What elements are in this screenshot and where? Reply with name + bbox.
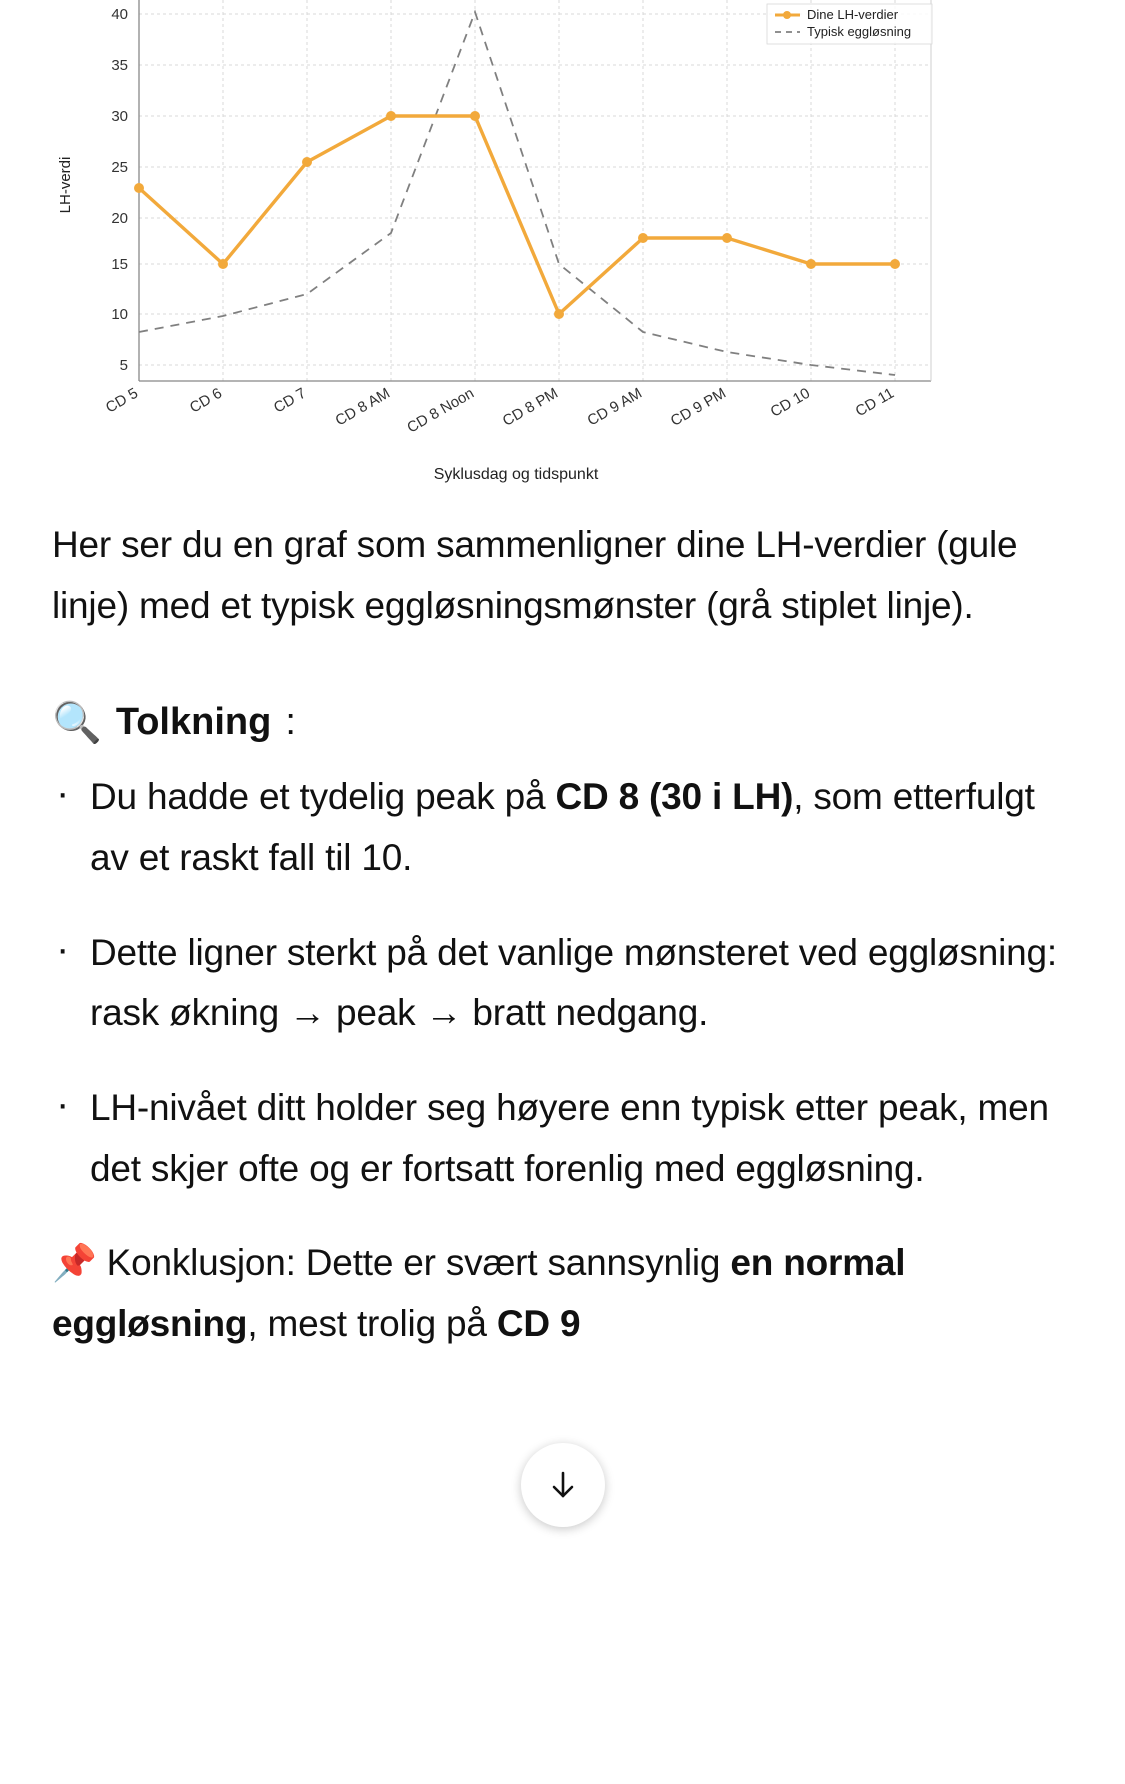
- y-tick-labels: [111, 6, 128, 374]
- x-tick-labels: [103, 385, 897, 437]
- svg-text:CD 10: CD 10: [767, 384, 813, 421]
- svg-text:30: 30: [111, 108, 128, 125]
- bullet-text-strong: CD 8 (30 i LH): [555, 776, 794, 818]
- interpretation-heading-colon: :: [285, 701, 296, 744]
- interpretation-list: [52, 767, 1073, 1199]
- series-user-line: [139, 116, 895, 314]
- svg-text:CD 7: CD 7: [270, 384, 309, 417]
- chart-legend: [767, 4, 932, 44]
- y-axis-title: LH-verdi: [57, 156, 74, 214]
- legend-label-user: Dine LH-verdier: [807, 7, 899, 22]
- svg-text:CD 5: CD 5: [102, 384, 141, 417]
- svg-text:CD 6: CD 6: [186, 384, 225, 417]
- svg-text:CD 8 AM: CD 8 AM: [332, 384, 393, 430]
- svg-text:CD 8 Noon: CD 8 Noon: [404, 384, 477, 437]
- bullet-text-post: , som etterfulgt av et raskt fall til 10.: [90, 776, 1035, 878]
- svg-text:CD 8 PM: CD 8 PM: [499, 384, 561, 430]
- explanation-section: [0, 514, 1125, 1355]
- list-item: [52, 923, 1073, 1044]
- bullet-text-pre: LH-nivået ditt holder seg høyere enn typisk etter peak, men det skjer ofte og er fortsatt forenlig med eggløsning.: [90, 1086, 1049, 1189]
- svg-text:CD 9 AM: CD 9 AM: [584, 384, 645, 430]
- svg-text:15: 15: [111, 256, 128, 273]
- svg-text:20: 20: [111, 210, 128, 227]
- bullet-text-pre: Dette ligner sterkt på det vanlige mønsteret ved eggløsning: rask økning → peak → bratt nedgang.: [90, 931, 1057, 1034]
- svg-text:CD 9 PM: CD 9 PM: [667, 384, 729, 430]
- x-axis-title: Syklusdag og tidspunkt: [433, 466, 599, 483]
- conclusion-paragraph: [52, 1233, 1073, 1354]
- list-item: [52, 1078, 1073, 1199]
- chart-svg: [0, 0, 1125, 500]
- series-typical-line: [139, 12, 895, 375]
- scroll-down-arrow-icon: [543, 1465, 583, 1505]
- svg-text:40: 40: [111, 6, 128, 23]
- svg-text:5: 5: [119, 357, 128, 374]
- svg-text:10: 10: [111, 306, 128, 323]
- svg-text:CD 11: CD 11: [852, 384, 897, 421]
- svg-text:35: 35: [111, 57, 128, 74]
- scroll-to-bottom-button[interactable]: [521, 1443, 605, 1527]
- svg-text:25: 25: [111, 159, 128, 176]
- chart-grid: [139, 0, 931, 381]
- bullet-text-pre: Du hadde et tydelig peak på: [90, 776, 556, 818]
- pin-icon: 📌: [52, 1242, 97, 1284]
- conclusion-pre: Konklusjon: Dette er svært sannsynlig: [106, 1242, 731, 1284]
- conclusion-strong-2: CD 9: [496, 1302, 581, 1344]
- magnifier-icon: 🔍: [52, 700, 102, 745]
- list-item: [52, 767, 1073, 888]
- legend-label-typical: Typisk eggløsning: [807, 24, 912, 39]
- interpretation-heading-text: Tolkning: [115, 701, 272, 744]
- conclusion-strong: en normal eggløsning: [52, 1242, 906, 1344]
- conclusion-mid: , mest trolig på: [247, 1302, 497, 1344]
- intro-paragraph: Her ser du en graf som sammenligner dine LH-verdier (gule linje) med et typisk eggløsningsmønster (grå stiplet linje).: [52, 524, 1018, 627]
- interpretation-heading: [52, 696, 1073, 749]
- lh-chart: [0, 0, 1125, 500]
